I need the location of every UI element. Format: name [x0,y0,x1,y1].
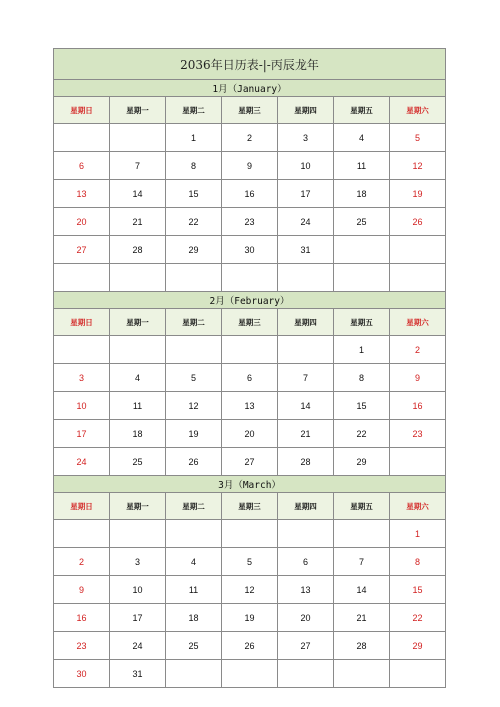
day-cell: 28 [278,448,334,476]
day-cell [166,336,222,364]
day-cell: 1 [390,520,446,548]
weekday-label: 星期六 [390,493,446,520]
day-cell: 21 [110,208,166,236]
day-cell: 2 [222,124,278,152]
day-cell [166,520,222,548]
day-cell: 15 [334,392,390,420]
day-cell: 11 [110,392,166,420]
day-cell: 3 [54,364,110,392]
weekday-label: 星期三 [222,97,278,124]
day-cell: 24 [110,632,166,660]
day-cell: 4 [110,364,166,392]
day-cell: 10 [54,392,110,420]
day-cell: 13 [278,576,334,604]
day-cell [166,660,222,688]
day-cell: 9 [390,364,446,392]
day-cell [390,264,446,292]
day-cell: 19 [390,180,446,208]
weekday-header-row [54,493,446,520]
day-cell: 14 [110,180,166,208]
day-cell [278,520,334,548]
day-cell: 30 [54,660,110,688]
day-cell: 16 [54,604,110,632]
day-cell [54,124,110,152]
day-cell: 1 [166,124,222,152]
week-row [54,548,446,576]
day-cell [390,448,446,476]
week-row [54,124,446,152]
day-cell: 6 [278,548,334,576]
week-row [54,152,446,180]
week-row [54,236,446,264]
day-cell: 20 [278,604,334,632]
day-cell [222,336,278,364]
day-cell: 7 [334,548,390,576]
month-title: 1月（January） [54,80,446,97]
day-cell [334,236,390,264]
weekday-label: 星期六 [390,97,446,124]
day-cell [222,264,278,292]
calendar-sheet [53,48,445,688]
weekday-label: 星期五 [334,97,390,124]
day-cell: 17 [110,604,166,632]
day-cell [54,264,110,292]
day-cell: 29 [390,632,446,660]
calendar-table [53,48,446,688]
day-cell [110,264,166,292]
day-cell: 23 [54,632,110,660]
week-row [54,604,446,632]
day-cell: 25 [166,632,222,660]
week-row [54,208,446,236]
day-cell: 16 [390,392,446,420]
day-cell: 5 [222,548,278,576]
day-cell: 7 [110,152,166,180]
day-cell: 3 [110,548,166,576]
day-cell: 8 [166,152,222,180]
weekday-label: 星期一 [110,493,166,520]
day-cell: 15 [390,576,446,604]
day-cell: 18 [110,420,166,448]
day-cell: 14 [334,576,390,604]
day-cell [278,264,334,292]
day-cell: 27 [222,448,278,476]
week-row [54,364,446,392]
title-row [54,49,446,80]
day-cell: 28 [334,632,390,660]
week-row [54,520,446,548]
day-cell [334,520,390,548]
day-cell: 26 [390,208,446,236]
month-header-row [54,80,446,97]
day-cell: 26 [166,448,222,476]
day-cell: 4 [334,124,390,152]
day-cell: 25 [334,208,390,236]
day-cell: 11 [166,576,222,604]
week-row [54,180,446,208]
day-cell [222,660,278,688]
day-cell: 26 [222,632,278,660]
day-cell: 12 [166,392,222,420]
weekday-label: 星期六 [390,309,446,336]
day-cell: 14 [278,392,334,420]
day-cell: 20 [222,420,278,448]
day-cell: 2 [54,548,110,576]
day-cell [54,520,110,548]
day-cell: 31 [110,660,166,688]
weekday-label: 星期三 [222,309,278,336]
week-row [54,660,446,688]
week-row [54,264,446,292]
weekday-label: 星期二 [166,493,222,520]
week-row [54,576,446,604]
day-cell: 20 [54,208,110,236]
weekday-label: 星期五 [334,493,390,520]
month-header-row [54,292,446,309]
day-cell: 12 [222,576,278,604]
day-cell: 8 [390,548,446,576]
day-cell: 9 [222,152,278,180]
day-cell [166,264,222,292]
day-cell: 13 [54,180,110,208]
day-cell [278,660,334,688]
day-cell: 2 [390,336,446,364]
week-row [54,336,446,364]
weekday-label: 星期四 [278,97,334,124]
weekday-label: 星期二 [166,309,222,336]
weekday-header-row [54,97,446,124]
day-cell: 23 [390,420,446,448]
calendar-body [54,49,446,688]
month-title: 2月（February） [54,292,446,309]
day-cell: 1 [334,336,390,364]
weekday-label: 星期三 [222,493,278,520]
week-row [54,632,446,660]
weekday-header-row [54,309,446,336]
day-cell: 16 [222,180,278,208]
day-cell [334,660,390,688]
day-cell: 18 [166,604,222,632]
week-row [54,420,446,448]
day-cell: 15 [166,180,222,208]
day-cell: 13 [222,392,278,420]
day-cell: 27 [54,236,110,264]
day-cell: 4 [166,548,222,576]
day-cell: 23 [222,208,278,236]
page-title: 2036年日历表-|-丙辰龙年 [54,49,446,80]
day-cell: 17 [278,180,334,208]
day-cell: 24 [278,208,334,236]
day-cell: 6 [54,152,110,180]
day-cell: 27 [278,632,334,660]
day-cell: 5 [166,364,222,392]
day-cell [390,660,446,688]
day-cell [54,336,110,364]
day-cell [334,264,390,292]
month-title: 3月（March） [54,476,446,493]
weekday-label: 星期日 [54,97,110,124]
day-cell: 8 [334,364,390,392]
day-cell: 5 [390,124,446,152]
day-cell: 21 [278,420,334,448]
day-cell: 22 [390,604,446,632]
day-cell [278,336,334,364]
day-cell: 17 [54,420,110,448]
day-cell [390,236,446,264]
day-cell: 6 [222,364,278,392]
day-cell [110,336,166,364]
day-cell [110,124,166,152]
weekday-label: 星期四 [278,309,334,336]
day-cell: 31 [278,236,334,264]
day-cell: 30 [222,236,278,264]
week-row [54,448,446,476]
day-cell: 19 [166,420,222,448]
day-cell: 25 [110,448,166,476]
day-cell [110,520,166,548]
day-cell: 28 [110,236,166,264]
day-cell: 21 [334,604,390,632]
day-cell: 9 [54,576,110,604]
day-cell: 3 [278,124,334,152]
week-row [54,392,446,420]
weekday-label: 星期日 [54,309,110,336]
day-cell: 19 [222,604,278,632]
day-cell: 29 [334,448,390,476]
day-cell: 12 [390,152,446,180]
day-cell: 22 [334,420,390,448]
day-cell: 10 [278,152,334,180]
day-cell: 22 [166,208,222,236]
day-cell [222,520,278,548]
weekday-label: 星期四 [278,493,334,520]
weekday-label: 星期一 [110,97,166,124]
weekday-label: 星期二 [166,97,222,124]
weekday-label: 星期五 [334,309,390,336]
day-cell: 10 [110,576,166,604]
day-cell: 7 [278,364,334,392]
day-cell: 18 [334,180,390,208]
day-cell: 29 [166,236,222,264]
day-cell: 11 [334,152,390,180]
weekday-label: 星期日 [54,493,110,520]
day-cell: 24 [54,448,110,476]
month-header-row [54,476,446,493]
weekday-label: 星期一 [110,309,166,336]
